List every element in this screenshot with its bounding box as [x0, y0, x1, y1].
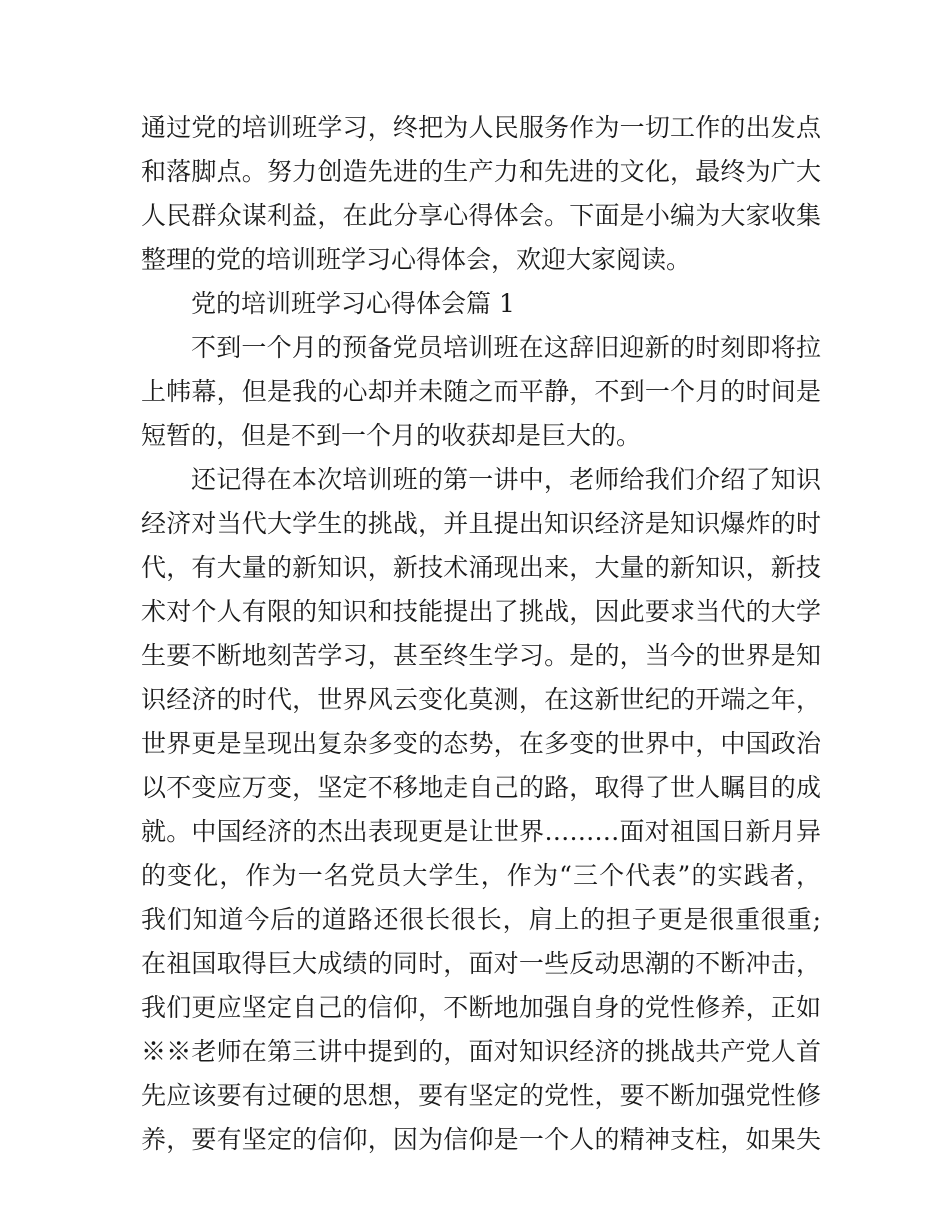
paragraph-line: 世界更是呈现出复杂多变的态势，在多变的世界中，中国政治: [141, 729, 821, 758]
paragraph-line: 术对个人有限的知识和技能提出了挑战，因此要求当代的大学: [141, 597, 821, 626]
paragraph-line: 通过党的培训班学习，终把为人民服务作为一切工作的出发点: [141, 113, 821, 142]
paragraph-line: 和落脚点。努力创造先进的生产力和先进的文化，最终为广大: [141, 157, 821, 186]
paragraph-line: 不到一个月的预备党员培训班在这辞旧迎新的时刻即将拉: [191, 333, 821, 362]
paragraph-line: 以不变应万变，坚定不移地走自己的路，取得了世人瞩目的成: [141, 773, 821, 802]
paragraph-line: 养，要有坚定的信仰，因为信仰是一个人的精神支柱，如果失: [141, 1125, 821, 1154]
paragraph-line: 我们更应坚定自己的信仰，不断地加强自身的党性修养，正如: [141, 993, 821, 1022]
paragraph-line: 先应该要有过硬的思想，要有坚定的党性，要不断加强党性修: [141, 1081, 821, 1110]
paragraph-line: 代，有大量的新知识，新技术涌现出来，大量的新知识，新技: [141, 553, 821, 582]
paragraph-line: 识经济的时代，世界风云变化莫测，在这新世纪的开端之年，: [141, 685, 821, 714]
paragraph-line: 的变化，作为一名党员大学生，作为“三个代表”的实践者，: [141, 861, 821, 890]
paragraph-line: 我们知道今后的道路还很长很长，肩上的担子更是很重很重;: [141, 905, 821, 934]
paragraph-line: 整理的党的培训班学习心得体会，欢迎大家阅读。: [141, 245, 692, 274]
paragraph-line: 生要不断地刻苦学习，甚至终生学习。是的，当今的世界是知: [141, 641, 821, 670]
paragraph-line: 在祖国取得巨大成绩的同时，面对一些反动思潮的不断冲击，: [141, 949, 821, 978]
paragraph-line: ※※老师在第三讲中提到的，面对知识经济的挑战共产党人首: [141, 1037, 821, 1066]
paragraph-line: 短暂的，但是不到一个月的收获却是巨大的。: [141, 421, 642, 450]
paragraph-line: 经济对当代大学生的挑战，并且提出知识经济是知识爆炸的时: [141, 509, 821, 538]
section-heading: 党的培训班学习心得体会篇 1: [191, 289, 515, 318]
paragraph-line: 还记得在本次培训班的第一讲中，老师给我们介绍了知识: [191, 465, 821, 494]
paragraph-line: 就。中国经济的杰出表现更是让世界………面对祖国日新月异: [141, 817, 821, 846]
paragraph-line: 上帏幕，但是我的心却并未随之而平静，不到一个月的时间是: [141, 377, 821, 406]
paragraph-line: 人民群众谋利益，在此分享心得体会。下面是小编为大家收集: [141, 201, 821, 230]
